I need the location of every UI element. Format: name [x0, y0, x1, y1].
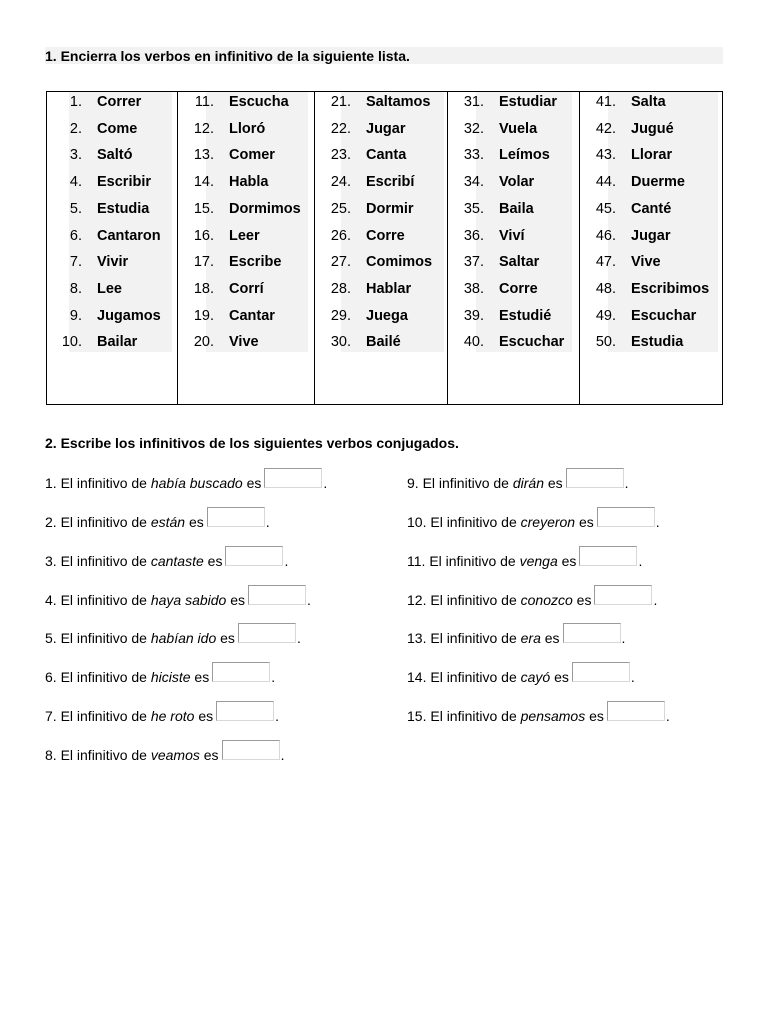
verb-word: Hablar [366, 280, 412, 297]
conjugated-verb: habían ido [150, 630, 217, 646]
question-end: . [280, 747, 285, 763]
question-prefix: 1. El infinitivo de [45, 475, 151, 491]
question-end: . [271, 669, 276, 685]
verb-number: 3. [69, 147, 82, 164]
verb-number: 40. [463, 334, 484, 351]
question-prefix: 10. El infinitivo de [407, 514, 521, 530]
verb-word: Jugar [631, 227, 671, 244]
verb-number: 24. [330, 174, 351, 191]
verb-number: 17. [193, 254, 214, 271]
question-12 [407, 591, 657, 609]
question-suffix: es [572, 592, 592, 608]
question-10 [407, 513, 660, 531]
question-suffix: es [199, 747, 219, 763]
verb-number: 29. [330, 307, 351, 324]
answer-field[interactable] [216, 701, 274, 721]
verb-number: 49. [595, 307, 616, 324]
verb-number: 4. [69, 174, 82, 191]
verb-word: Cantar [229, 307, 275, 324]
verb-number: 38. [463, 280, 484, 297]
verb-number: 21. [330, 94, 351, 110]
answer-field[interactable] [207, 507, 265, 527]
verb-number: 13. [193, 147, 214, 164]
verb-word: Dormimos [229, 200, 301, 217]
verb-number: 12. [193, 120, 214, 137]
verb-number: 6. [69, 227, 82, 244]
question-suffix: es [550, 669, 569, 685]
conjugated-verb: cayó [520, 669, 551, 685]
verb-word: Vuela [499, 120, 538, 137]
verb-list-table [46, 91, 723, 405]
verb-column-2 [177, 92, 315, 404]
answer-field[interactable] [579, 546, 637, 566]
verb-word: Saltó [97, 147, 133, 164]
verb-word: Llorar [631, 147, 673, 164]
verb-word: Canté [631, 200, 672, 217]
question-end: . [265, 514, 270, 530]
question-prefix: 7. El infinitivo de [45, 708, 151, 724]
verb-number: 5. [69, 200, 82, 217]
verb-number: 47. [595, 254, 616, 271]
verb-word: Comimos [366, 254, 433, 271]
verb-number: 8. [69, 280, 82, 297]
answer-field[interactable] [607, 701, 665, 721]
question-6 [45, 668, 275, 686]
conjugated-verb: veamos [150, 747, 200, 763]
question-prefix: 4. El infinitivo de [45, 592, 151, 608]
verb-word: Bailar [97, 334, 138, 351]
question-prefix: 15. El infinitivo de [407, 708, 521, 724]
question-prefix: 9. El infinitivo de [407, 475, 513, 491]
question-13 [407, 629, 625, 647]
verb-word: Juega [366, 307, 408, 324]
conjugated-verb: hiciste [150, 669, 191, 685]
question-suffix: es [585, 708, 604, 724]
verb-word: Escuchar [499, 334, 565, 351]
verb-word: Habla [229, 174, 269, 191]
verb-word: Vivir [97, 254, 129, 271]
verb-number: 27. [330, 254, 351, 271]
verb-number: 34. [463, 174, 484, 191]
answer-field[interactable] [212, 662, 270, 682]
section-1-title: 1. Encierra los verbos en infinitivo de la siguiente lista. [45, 47, 723, 64]
question-end: . [655, 514, 660, 530]
question-2 [45, 513, 270, 531]
verb-number: 39. [463, 307, 484, 324]
conjugated-verb: había buscado [150, 475, 243, 491]
verb-word: Estudié [499, 307, 552, 324]
question-suffix: es [543, 475, 563, 491]
conjugated-verb: creyeron [520, 514, 576, 530]
answer-field[interactable] [222, 740, 280, 760]
question-prefix: 11. El infinitivo de [407, 553, 520, 569]
question-11 [407, 552, 642, 570]
verb-number: 37. [463, 254, 484, 271]
verb-word: Lee [97, 280, 122, 297]
verb-number: 2. [69, 120, 82, 137]
verb-number: 28. [330, 280, 351, 297]
question-9 [407, 474, 629, 492]
question-suffix: es [203, 553, 223, 569]
question-prefix: 6. El infinitivo de [45, 669, 151, 685]
question-prefix: 3. El infinitivo de [45, 553, 151, 569]
verb-word: Baila [499, 200, 534, 217]
verb-number: 26. [330, 227, 351, 244]
verb-word: Corre [366, 227, 405, 244]
verb-word: Jugar [366, 120, 406, 137]
verb-number: 22. [330, 120, 351, 137]
conjugated-verb: he roto [150, 708, 195, 724]
question-prefix: 5. El infinitivo de [45, 630, 151, 646]
question-end: . [624, 475, 629, 491]
verb-word: Jugamos [97, 307, 161, 324]
verb-column-4 [447, 92, 580, 404]
question-suffix: es [185, 514, 204, 530]
question-prefix: 12. El infinitivo de [407, 592, 521, 608]
verb-number: 15. [193, 200, 214, 217]
verb-word: Estudiar [499, 94, 558, 110]
verb-word: Vive [631, 254, 661, 271]
verb-number: 1. [69, 94, 82, 110]
question-4 [45, 591, 311, 609]
verb-word: Duerme [631, 174, 685, 191]
verb-number: 9. [69, 307, 82, 324]
answer-field[interactable] [225, 546, 283, 566]
answer-field[interactable] [566, 468, 624, 488]
answer-field[interactable] [248, 585, 306, 605]
verb-number: 19. [193, 307, 214, 324]
verb-number: 44. [595, 174, 616, 191]
conjugated-verb: pensamos [520, 708, 586, 724]
conjugated-verb: haya sabido [150, 592, 227, 608]
verb-column-3 [314, 92, 448, 404]
verb-word: Estudia [631, 334, 684, 351]
verb-number: 30. [330, 334, 351, 351]
verb-word: Bailé [366, 334, 401, 351]
question-prefix: 2. El infinitivo de [45, 514, 151, 530]
question-end: . [665, 708, 670, 724]
conjugated-verb: era [520, 630, 541, 646]
verb-number: 14. [193, 174, 214, 191]
verb-word: Saltar [499, 254, 540, 271]
verb-word: Correr [97, 94, 142, 110]
verb-word: Vive [229, 334, 259, 351]
verb-word: Escribí [366, 174, 415, 191]
verb-number: 35. [463, 200, 484, 217]
question-suffix: es [216, 630, 235, 646]
question-5 [45, 629, 301, 647]
question-suffix: es [557, 553, 577, 569]
verb-number: 7. [69, 254, 82, 271]
question-14 [407, 668, 635, 686]
question-7 [45, 707, 279, 725]
question-end: . [284, 553, 289, 569]
answer-field[interactable] [563, 623, 621, 643]
verb-word: Corre [499, 280, 538, 297]
verb-column-5 [579, 92, 724, 404]
verb-number: 41. [595, 94, 616, 110]
verb-word: Canta [366, 147, 407, 164]
question-suffix: es [575, 514, 594, 530]
verb-number: 46. [595, 227, 616, 244]
verb-word: Escribimos [631, 280, 710, 297]
verb-word: Jugué [631, 120, 674, 137]
verb-word: Comer [229, 147, 275, 164]
verb-number: 23. [330, 147, 351, 164]
verb-word: Estudia [97, 200, 150, 217]
question-end: . [638, 553, 643, 569]
question-end: . [296, 630, 301, 646]
conjugated-verb: dirán [512, 475, 544, 491]
question-end: . [323, 475, 328, 491]
question-3 [45, 552, 288, 570]
question-1 [45, 474, 327, 492]
verb-number: 42. [595, 120, 616, 137]
question-suffix: es [190, 669, 210, 685]
verb-word: Saltamos [366, 94, 431, 110]
question-prefix: 13. El infinitivo de [407, 630, 521, 646]
verb-number: 18. [193, 280, 214, 297]
answer-field[interactable] [597, 507, 655, 527]
verb-word: Come [97, 120, 138, 137]
verb-word: Escribe [229, 254, 282, 271]
verb-word: Dormir [366, 200, 414, 217]
verb-word: Escuchar [631, 307, 697, 324]
verb-word: Salta [631, 94, 666, 110]
conjugated-verb: venga [519, 553, 558, 569]
verb-number: 36. [463, 227, 484, 244]
verb-number: 32. [463, 120, 484, 137]
verb-number: 25. [330, 200, 351, 217]
question-end: . [630, 669, 635, 685]
question-suffix: es [226, 592, 246, 608]
verb-word: Viví [499, 227, 525, 244]
question-end: . [621, 630, 626, 646]
question-end: . [275, 708, 280, 724]
verb-number: 20. [193, 334, 214, 351]
answer-field[interactable] [594, 585, 652, 605]
verb-word: Escucha [229, 94, 289, 110]
verb-word: Escribir [97, 174, 151, 191]
question-end: . [653, 592, 658, 608]
verb-word: Leímos [499, 147, 550, 164]
verb-number: 33. [463, 147, 484, 164]
verb-number: 48. [595, 280, 616, 297]
answer-field[interactable] [238, 623, 296, 643]
verb-word: Corrí [229, 280, 264, 297]
question-suffix: es [540, 630, 560, 646]
verb-number: 43. [595, 147, 616, 164]
question-suffix: es [242, 475, 262, 491]
verb-number: 45. [595, 200, 616, 217]
question-8 [45, 746, 284, 764]
question-end: . [307, 592, 311, 608]
question-prefix: 14. El infinitivo de [407, 669, 521, 685]
conjugated-verb: están [150, 514, 186, 530]
verb-number: 50. [595, 334, 616, 351]
verb-column-1 [47, 92, 177, 404]
question-suffix: es [194, 708, 214, 724]
question-15 [407, 707, 670, 725]
verb-word: Leer [229, 227, 260, 244]
question-prefix: 8. El infinitivo de [45, 747, 151, 763]
answer-field[interactable] [264, 468, 322, 488]
verb-word: Volar [499, 174, 535, 191]
verb-number: 31. [463, 94, 484, 110]
section-2-title: 2. Escribe los infinitivos de los siguientes verbos conjugados. [45, 435, 459, 451]
verb-number: 16. [193, 227, 214, 244]
verb-number: 11. [194, 94, 214, 110]
verb-word: Cantaron [97, 227, 161, 244]
conjugated-verb: cantaste [150, 553, 204, 569]
verb-word: Lloró [229, 120, 266, 137]
verb-number: 10. [61, 334, 82, 351]
conjugated-verb: conozco [520, 592, 573, 608]
answer-field[interactable] [572, 662, 630, 682]
